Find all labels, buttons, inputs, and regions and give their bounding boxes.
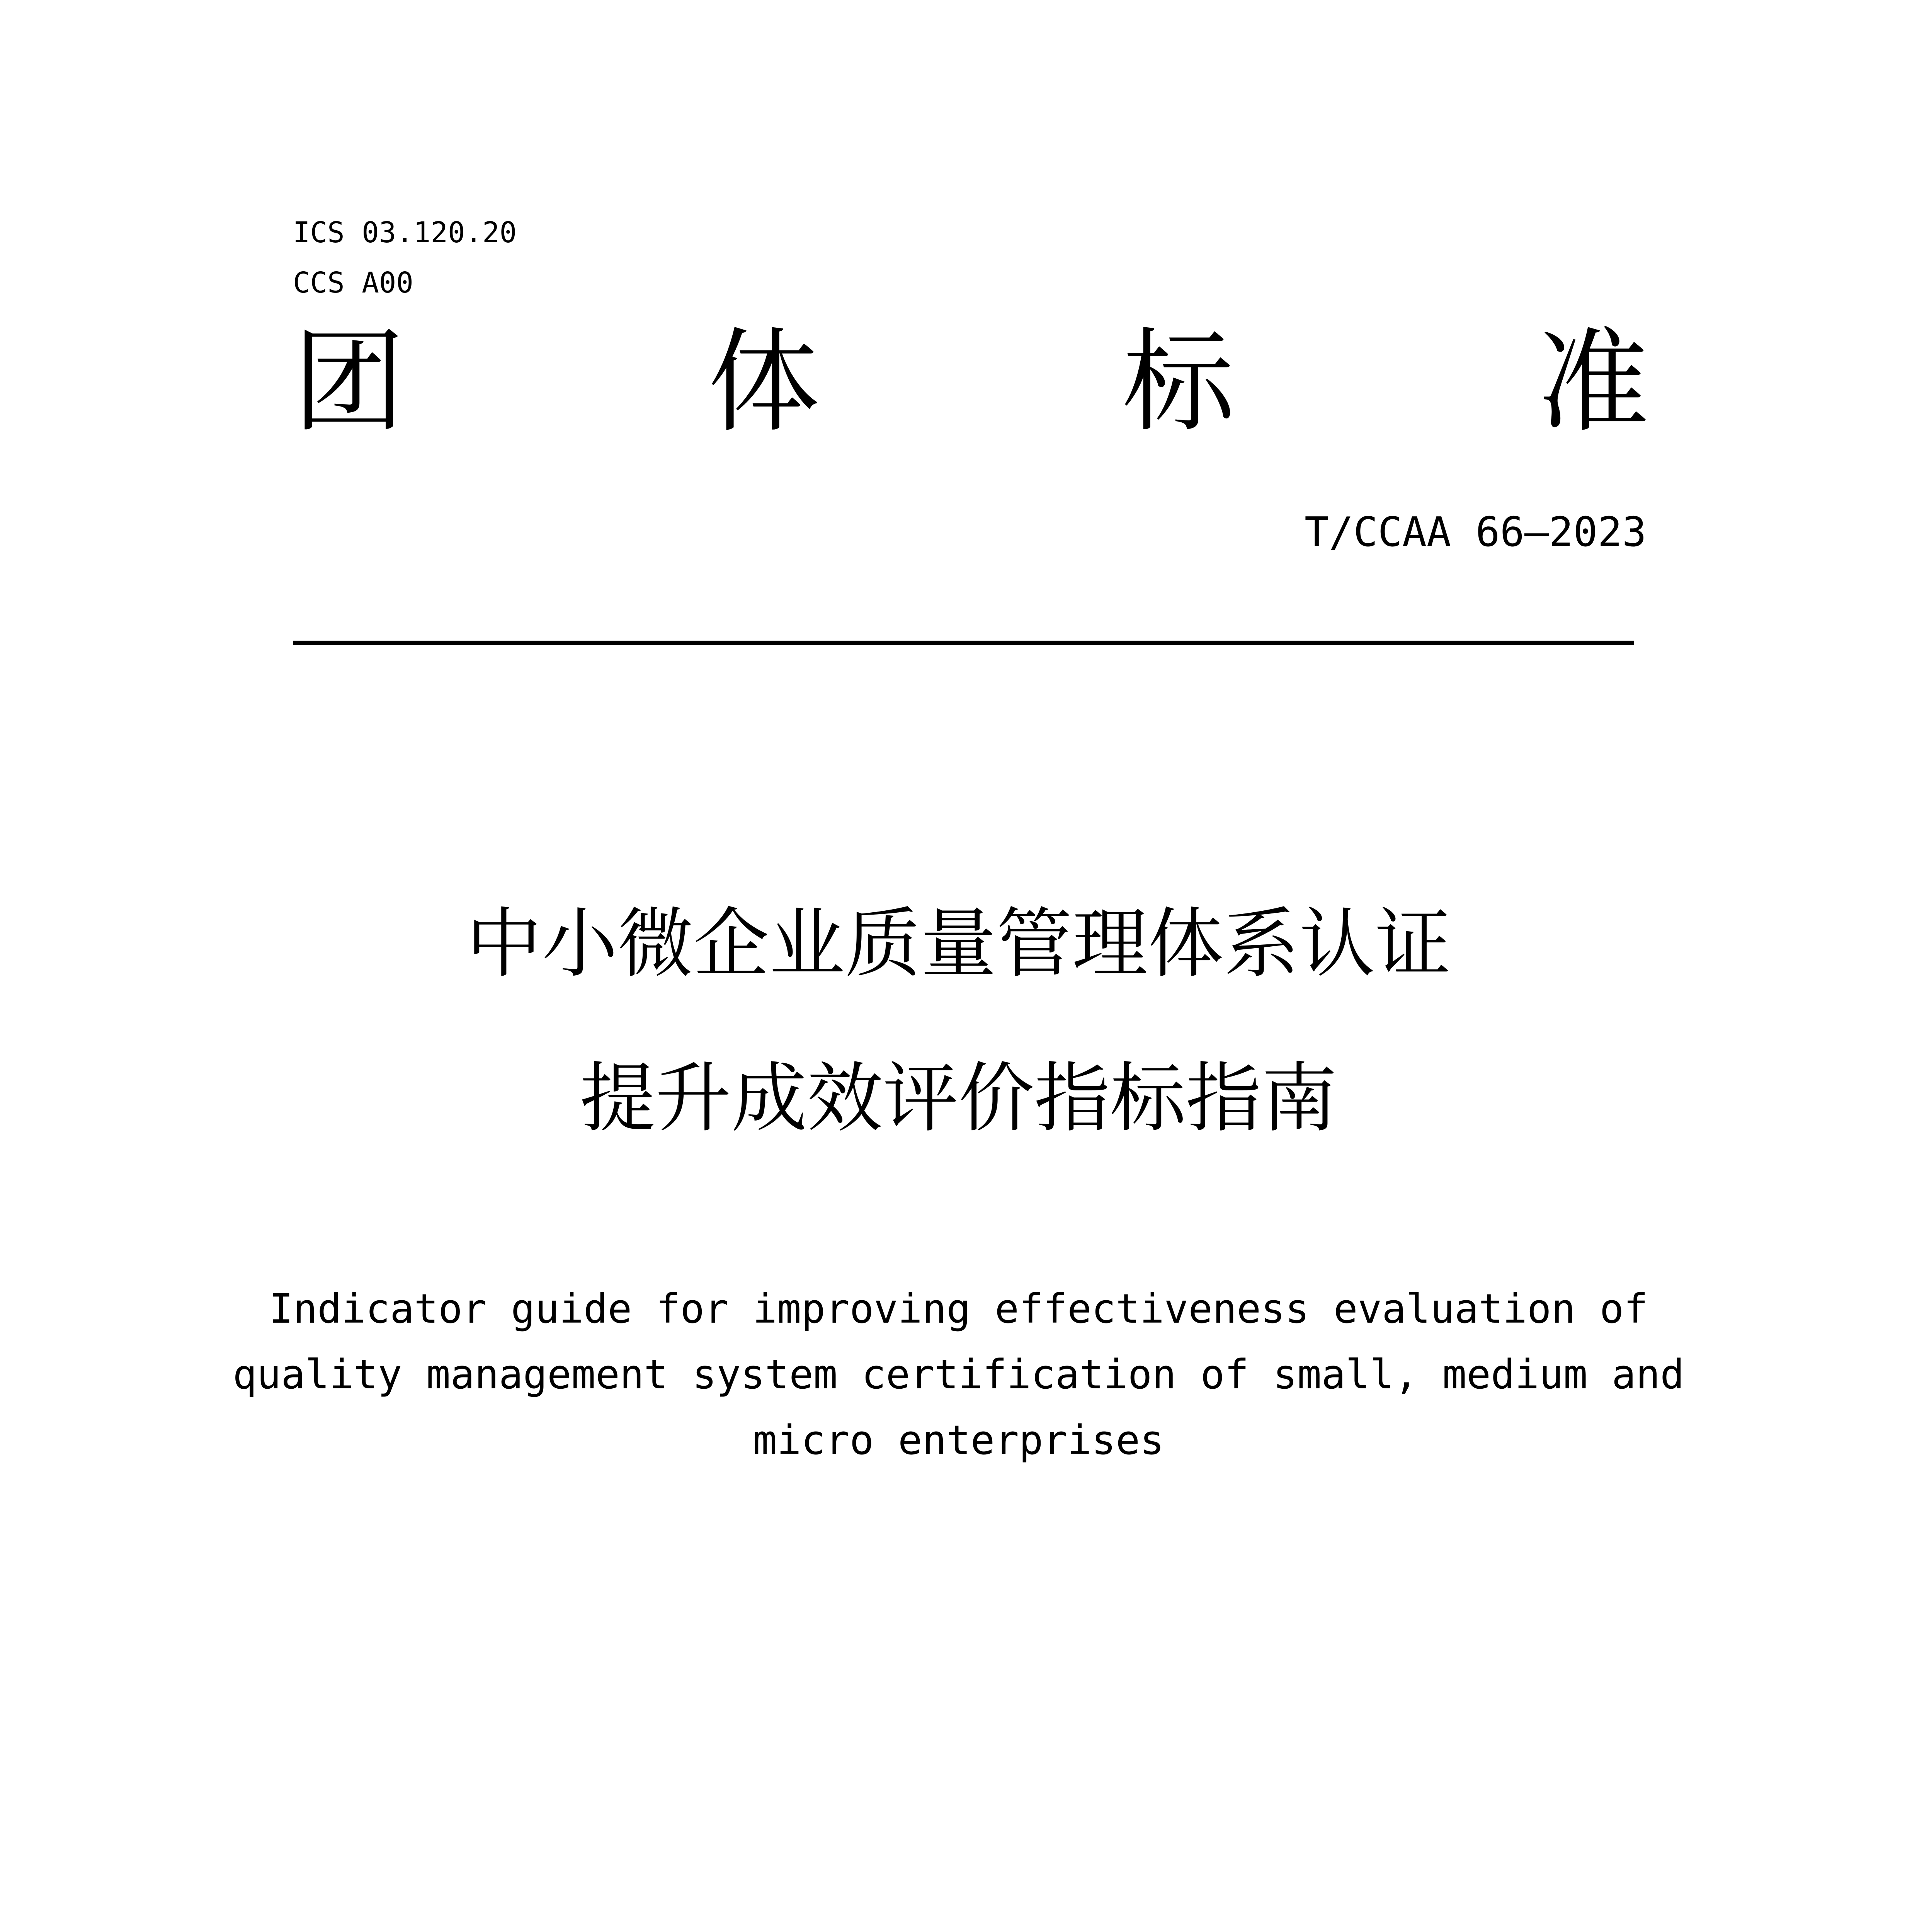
ccs-code: CCS A00 <box>293 266 413 299</box>
english-title-line-3: micro enterprises <box>753 1417 1164 1464</box>
standard-type-char: 体 <box>708 317 820 447</box>
english-title-line-1: Indicator guide for improving effectiveness evaluation of <box>269 1285 1648 1332</box>
chinese-title-line-2: 提升成效评价指标指南 <box>580 1054 1337 1143</box>
ics-code: ICS 03.120.20 <box>293 216 517 249</box>
standard-type-char: 准 <box>1537 317 1649 447</box>
header-divider <box>293 641 1634 645</box>
standard-number: T/CCAA 66—2023 <box>1304 509 1647 556</box>
english-title-line-2: quality management system certification of small, medium and <box>233 1351 1684 1398</box>
standard-type-char: 团 <box>293 317 405 447</box>
standard-type-char: 标 <box>1122 317 1235 447</box>
standard-type-heading <box>293 317 1649 447</box>
chinese-title-line-1: 中小微企业质量管理体系认证 <box>466 900 1451 988</box>
